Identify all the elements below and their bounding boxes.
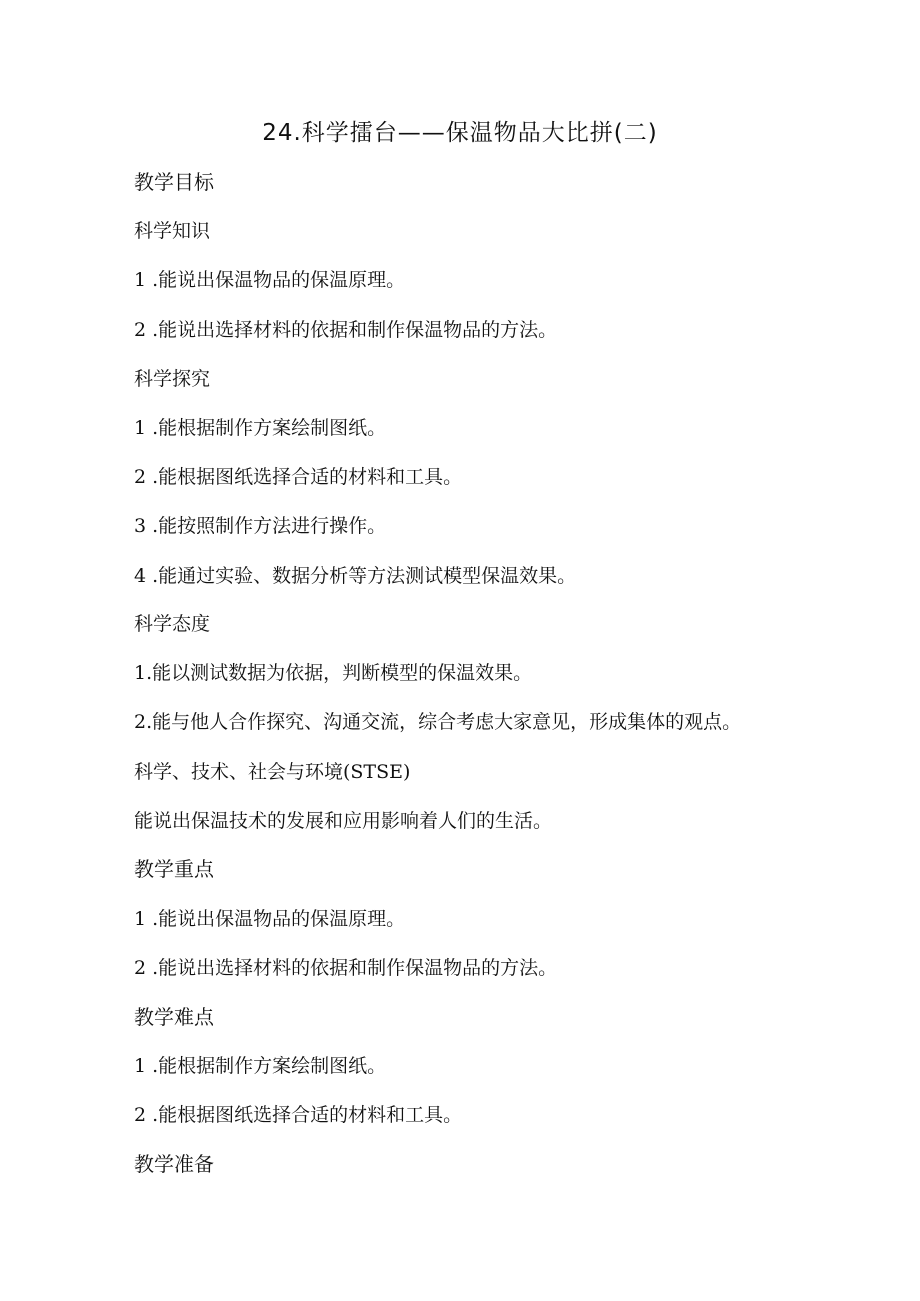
text-line: 1 .能根据制作方案绘制图纸。 (134, 417, 387, 439)
text-line: 2 .能根据图纸选择合适的材料和工具。 (134, 1104, 463, 1126)
section-heading-objectives: 教学目标 (134, 170, 214, 194)
text-line: 2 .能根据图纸选择合适的材料和工具。 (134, 466, 463, 488)
text-line: 1 .能说出保温物品的保温原理。 (134, 908, 406, 930)
text-line: 能说出保温技术的发展和应用影响着人们的生活。 (134, 810, 553, 832)
subheading-stse: 科学、技术、社会与环境(STSE) (134, 761, 411, 783)
text-line: 2.能与他人合作探究、沟通交流，综合考虑大家意见，形成集体的观点。 (134, 711, 742, 733)
text-line: 3 .能按照制作方法进行操作。 (134, 515, 387, 537)
section-heading-difficulties: 教学难点 (134, 1005, 214, 1029)
text-line: 2 .能说出选择材料的依据和制作保温物品的方法。 (134, 319, 558, 341)
text-line: 2 .能说出选择材料的依据和制作保温物品的方法。 (134, 957, 558, 979)
subheading-science-knowledge: 科学知识 (134, 220, 211, 242)
document-title: 24.科学擂台——保温物品大比拼(二) (262, 120, 658, 146)
section-heading-key-points: 教学重点 (134, 857, 214, 881)
text-line: 1 .能根据制作方案绘制图纸。 (134, 1055, 387, 1077)
text-line: 1 .能说出保温物品的保温原理。 (134, 269, 406, 291)
text-line: 1.能以测试数据为依据，判断模型的保温效果。 (134, 662, 533, 684)
subheading-science-attitude: 科学态度 (134, 613, 211, 635)
text-line: 4 .能通过实验、数据分析等方法测试模型保温效果。 (134, 565, 577, 587)
subheading-science-inquiry: 科学探究 (134, 368, 211, 390)
section-heading-preparation: 教学准备 (134, 1152, 214, 1176)
